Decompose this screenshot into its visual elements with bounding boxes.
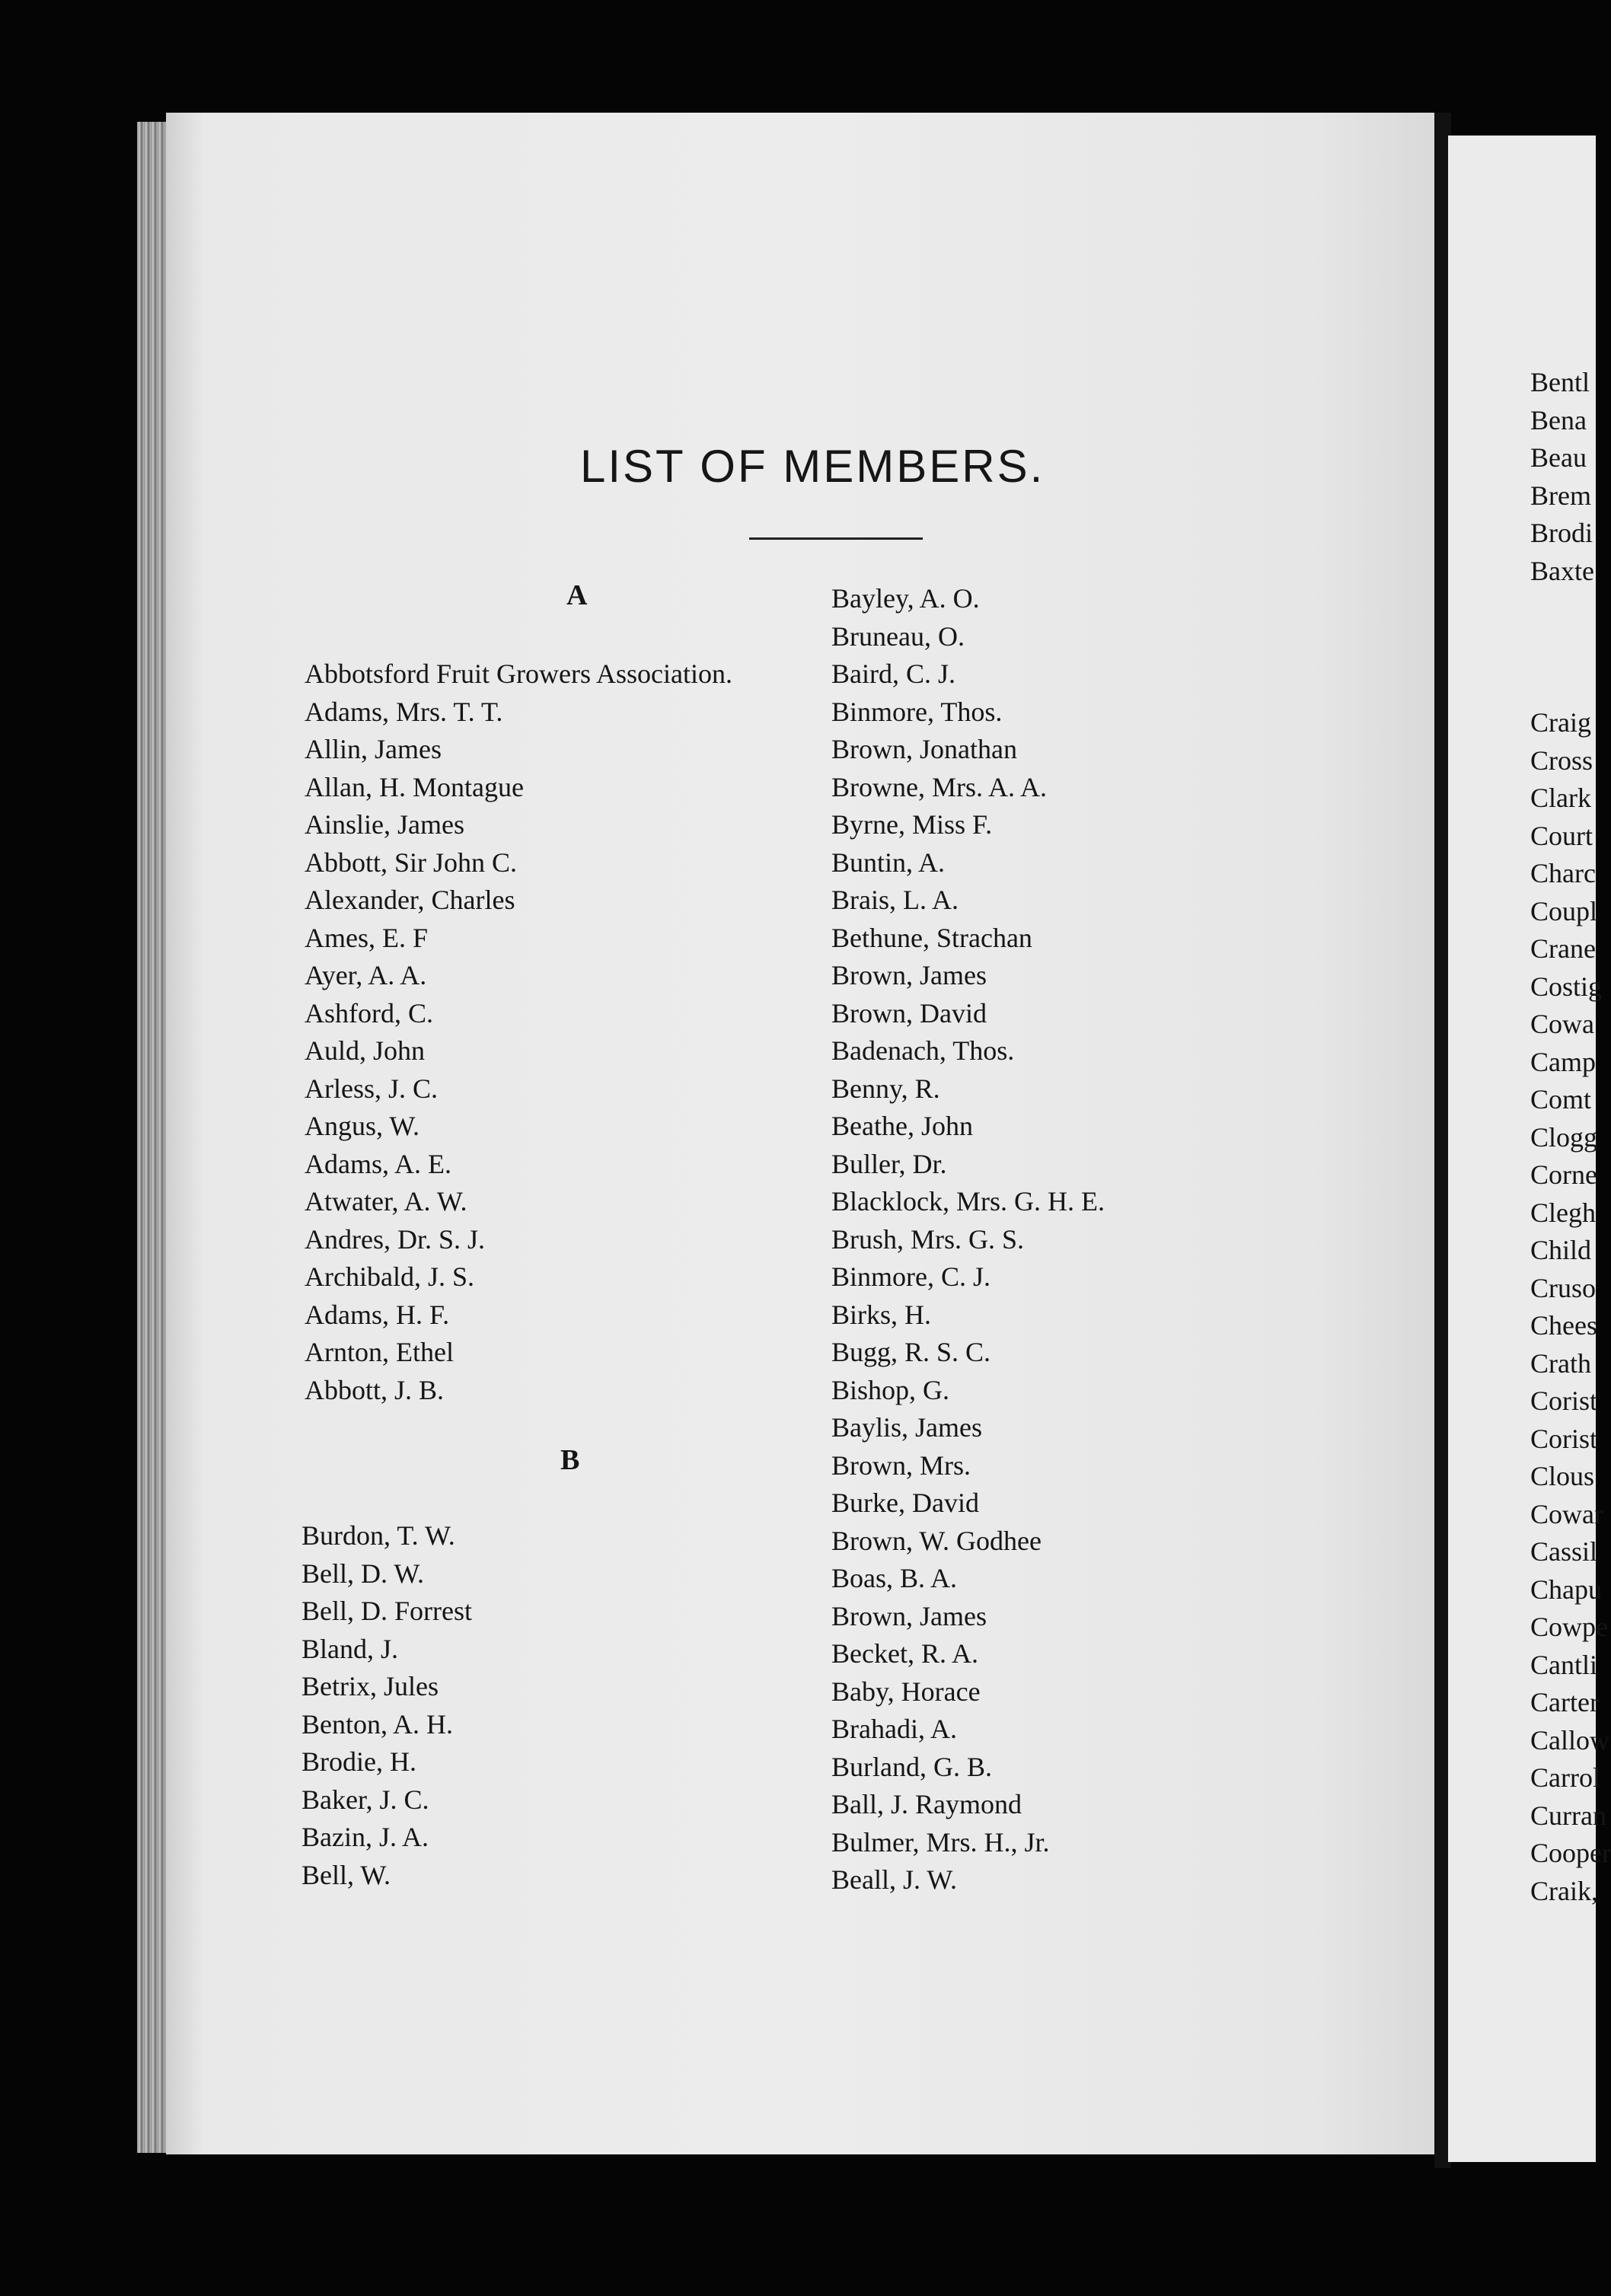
member-name-truncated: Baxte: [1530, 555, 1594, 586]
member-name-truncated: Court: [1530, 820, 1593, 851]
member-name-truncated: Carter: [1530, 1687, 1599, 1717]
section-letter-a: A: [566, 579, 588, 611]
member-name: Archibald, J. S.: [305, 1261, 474, 1292]
member-name-truncated: Cowpe: [1530, 1612, 1608, 1642]
member-name: Beathe, John: [831, 1111, 973, 1141]
member-name: Brown, James: [831, 960, 987, 990]
member-name: Beall, J. W.: [831, 1864, 958, 1895]
member-name: Brown, David: [831, 997, 987, 1028]
member-name: Brown, James: [831, 1600, 987, 1631]
member-name: Atwater, A. W.: [305, 1186, 467, 1217]
member-name: Brown, W. Godhee: [831, 1525, 1042, 1556]
member-name: Ball, J. Raymond: [831, 1789, 1022, 1819]
member-name: Abbott, Sir John C.: [305, 847, 518, 878]
member-name: Auld, John: [305, 1035, 426, 1066]
member-name-truncated: Crane: [1530, 933, 1596, 964]
member-name: Buller, Dr.: [831, 1148, 947, 1179]
member-name-truncated: Cassil: [1530, 1536, 1598, 1567]
member-name: Buntin, A.: [831, 847, 946, 878]
member-name-truncated: Bena: [1530, 404, 1587, 435]
member-name-truncated: Brem: [1530, 480, 1591, 511]
member-name-truncated: Cantli: [1530, 1649, 1597, 1680]
member-name: Ames, E. F: [305, 922, 428, 953]
member-name: Bell, W.: [301, 1859, 391, 1890]
member-name: Baylis, James: [831, 1412, 982, 1443]
member-name-truncated: Clous: [1530, 1461, 1595, 1491]
member-name: Betrix, Jules: [301, 1671, 439, 1701]
member-name: Bethune, Strachan: [831, 922, 1032, 953]
member-name: Becket, R. A.: [831, 1638, 978, 1669]
member-name: Binmore, C. J.: [831, 1261, 991, 1292]
member-name-truncated: Corne: [1530, 1159, 1597, 1190]
member-name: Adams, H. F.: [305, 1299, 450, 1330]
member-name: Adams, A. E.: [305, 1148, 451, 1179]
page-title: LIST OF MEMBERS.: [580, 441, 1045, 492]
member-name-truncated: Charc: [1530, 858, 1596, 888]
member-name-truncated: Chees: [1530, 1310, 1597, 1341]
member-name: Baker, J. C.: [301, 1784, 429, 1815]
member-name-truncated: Corist: [1530, 1423, 1598, 1454]
member-name: Bishop, G.: [831, 1374, 950, 1405]
member-name-truncated: Clegh: [1530, 1197, 1596, 1228]
next-page-list-bottom: [1530, 704, 1611, 1910]
member-name: Brais, L. A.: [831, 885, 959, 915]
member-name: Brown, Jonathan: [831, 734, 1017, 764]
member-name: Boas, B. A.: [831, 1563, 958, 1593]
member-name: Baby, Horace: [831, 1676, 981, 1707]
member-name-truncated: Cowa: [1530, 1009, 1594, 1039]
members-list-right: [831, 580, 1105, 1899]
next-page-list-top: [1530, 364, 1596, 590]
section-letter-b: B: [560, 1444, 580, 1476]
members-list-b: [301, 1517, 472, 1894]
member-name: Allan, H. Montague: [305, 771, 524, 802]
member-name: Ashford, C.: [305, 997, 433, 1028]
member-name-truncated: Callow: [1530, 1724, 1609, 1755]
member-name: Burland, G. B.: [831, 1751, 992, 1782]
member-name-truncated: Clark: [1530, 783, 1591, 813]
member-name-truncated: Craik,: [1530, 1875, 1598, 1906]
member-name: Abbott, J. B.: [305, 1374, 445, 1405]
member-name-truncated: Craig: [1530, 707, 1591, 738]
member-name-truncated: Chapu: [1530, 1574, 1602, 1605]
member-name: Blacklock, Mrs. G. H. E.: [831, 1186, 1105, 1217]
member-name-truncated: Curran: [1530, 1800, 1606, 1831]
member-name-truncated: Cruso: [1530, 1272, 1597, 1303]
members-list-a: [305, 655, 732, 1409]
member-name-truncated: Carrol: [1530, 1762, 1600, 1793]
member-name: Brahadi, A.: [831, 1714, 957, 1744]
member-name: Browne, Mrs. A. A.: [831, 771, 1048, 802]
member-name: Badenach, Thos.: [831, 1035, 1015, 1066]
member-name-truncated: Brodi: [1530, 518, 1593, 548]
member-name: Bruneau, O.: [831, 620, 965, 652]
member-name: Ayer, A. A.: [305, 960, 427, 990]
member-name: Burdon, T. W.: [301, 1520, 455, 1551]
title-rule: [749, 537, 923, 540]
member-name: Alexander, Charles: [305, 885, 515, 915]
member-name: Benton, A. H.: [301, 1708, 454, 1740]
member-name-truncated: Clogg: [1530, 1121, 1598, 1153]
member-name: Bugg, R. S. C.: [831, 1337, 991, 1367]
member-name-truncated: Cross: [1530, 745, 1593, 776]
member-name: Bayley, A. O.: [831, 583, 980, 614]
member-name-truncated: Child: [1530, 1235, 1592, 1265]
member-name: Bell, D. Forrest: [301, 1596, 472, 1626]
member-name: Abbotsford Fruit Growers Association.: [305, 659, 732, 689]
member-name: Andres, Dr. S. J.: [305, 1223, 486, 1255]
member-name: Brodie, H.: [301, 1746, 416, 1777]
member-name-truncated: Crath: [1530, 1347, 1591, 1379]
member-name: Ainslie, James: [305, 809, 464, 840]
member-name: Allin, James: [305, 734, 442, 764]
member-name: Bulmer, Mrs. H., Jr.: [831, 1826, 1050, 1858]
member-name-truncated: Costig: [1530, 971, 1603, 1002]
member-name: Adams, Mrs. T. T.: [305, 696, 503, 727]
member-name-truncated: Corist: [1530, 1386, 1598, 1416]
member-name: Bland, J.: [301, 1633, 399, 1664]
member-name: Baird, C. J.: [831, 659, 956, 689]
member-name: Arnton, Ethel: [305, 1337, 454, 1367]
member-name: Burke, David: [831, 1488, 979, 1518]
member-name: Brush, Mrs. G. S.: [831, 1223, 1025, 1255]
member-name: Binmore, Thos.: [831, 696, 1003, 727]
member-name: Birks, H.: [831, 1299, 932, 1330]
member-name: Bazin, J. A.: [301, 1822, 429, 1852]
member-name-truncated: Camp: [1530, 1046, 1596, 1077]
member-name-truncated: Bentl: [1530, 367, 1590, 397]
member-name-truncated: Comt: [1530, 1084, 1592, 1115]
member-name-truncated: Cowar: [1530, 1498, 1603, 1529]
member-name-truncated: Coupl: [1530, 895, 1598, 926]
member-name: Byrne, Miss F.: [831, 809, 993, 840]
member-name: Benny, R.: [831, 1073, 940, 1104]
member-name-truncated: Beau: [1530, 442, 1587, 473]
member-name-truncated: Cooper: [1530, 1838, 1611, 1868]
member-name: Brown, Mrs.: [831, 1449, 971, 1481]
member-name: Angus, W.: [305, 1111, 420, 1141]
member-name: Bell, D. W.: [301, 1558, 425, 1589]
member-name: Arless, J. C.: [305, 1073, 439, 1104]
